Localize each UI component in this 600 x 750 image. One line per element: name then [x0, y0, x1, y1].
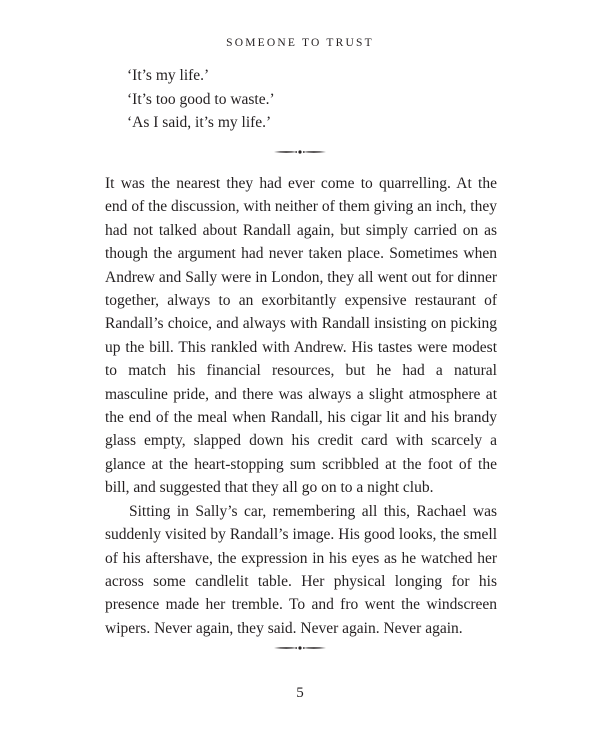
- dialogue-line: ‘It’s too good to waste.’: [127, 90, 275, 108]
- page-number: 5: [296, 685, 304, 701]
- paragraph: Sitting in Sally’s car, remembering all this, Rachael was suddenly visited by Randall’s image. His good looks, the smell of his aftershave, the expression in his eyes as he watched her across some candlelit table. Her physical longing for his presence made her tremble. To and fro went the windscreen wipers. Never again, they said. Never again. Never again.: [105, 502, 497, 637]
- dialogue-line: ‘It’s my life.’: [127, 67, 210, 84]
- body-text: [105, 172, 497, 640]
- running-head: SOMEONE TO TRUST: [226, 37, 374, 49]
- section-break-ornament-icon: [273, 148, 327, 156]
- section-break-ornament-icon: [273, 644, 327, 652]
- dialogue-line: ‘As I said, it’s my life.’: [127, 114, 272, 131]
- dialogue-lines: [127, 64, 275, 135]
- paragraph: It was the nearest they had ever come to quarrelling. At the end of the discussion, with neither of them giving an inch, they had not talked about Randall again, but simply carried on as though the argument had never taken place. Sometimes when Andrew and Sally were in London, they all went out for dinner together, always to an exorbitantly expensive restaurant of Randall’s choice, and always with Randall insisting on picking up the bill. This rankled with Andrew. His tastes were modest to match his financial resources, but he had a natural masculine pride, and there was always a slight atmosphere at the end of the meal when Randall, his cigar lit and his brandy glass empty, slapped down his credit card with scarcely a glance at the heart-stopping sum scribbled at the foot of the bill, and suggested that they all go on to a night club.: [105, 175, 497, 497]
